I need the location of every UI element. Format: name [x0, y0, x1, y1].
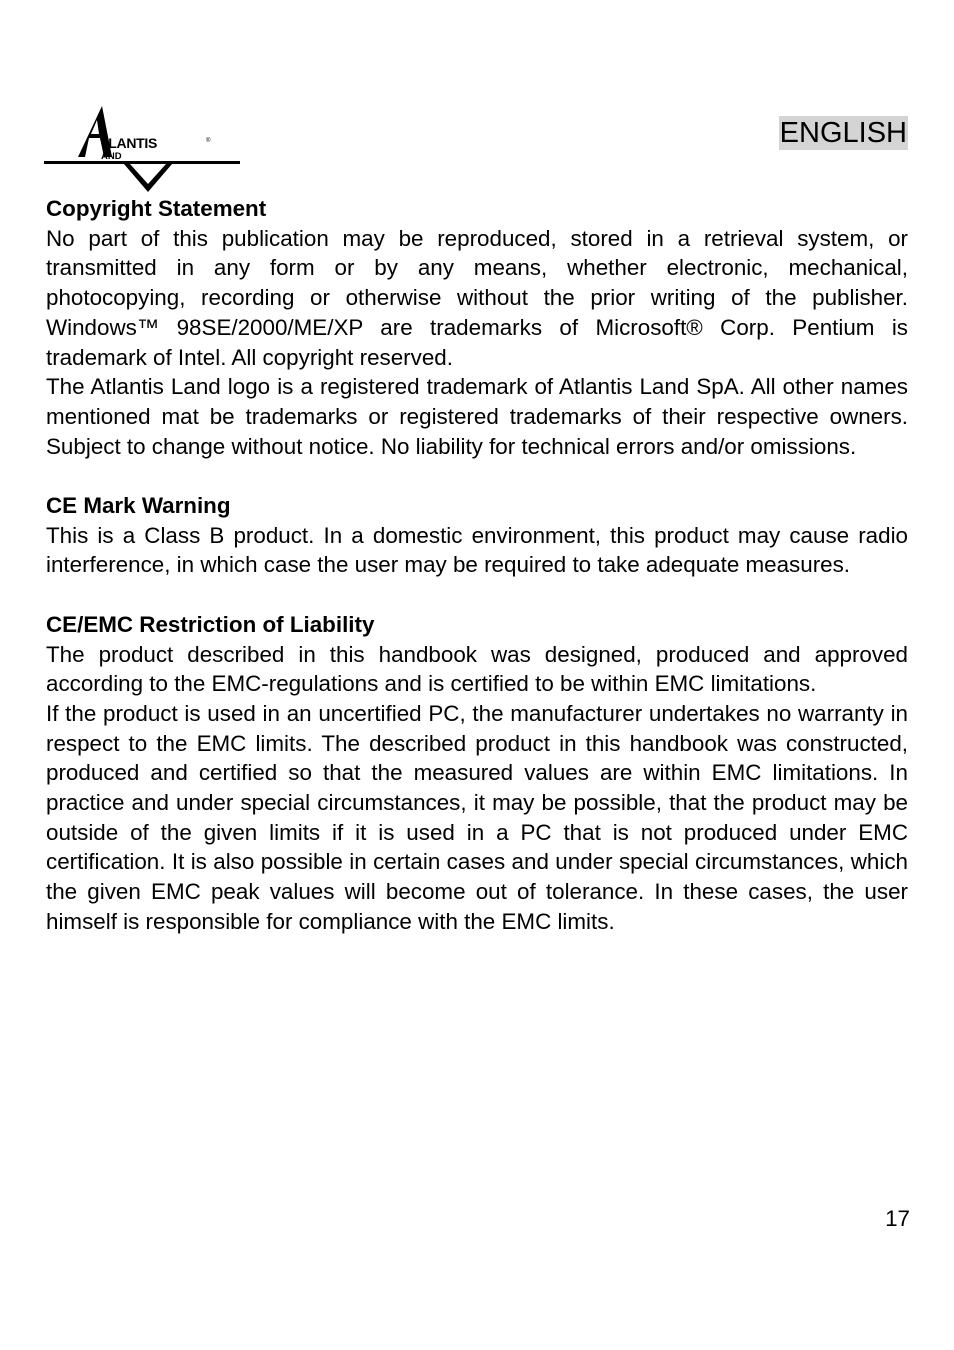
section-heading: CE/EMC Restriction of Liability: [46, 611, 375, 637]
section-ce-emc-restriction: [46, 610, 908, 937]
paragraph: The Atlantis Land logo is a registered trademark of Atlantis Land SpA. All other names mentioned mat be trademarks or registered trademarks of their respective owners. Subject to change without notice. No liability for technical errors and/or omissions.: [46, 374, 908, 459]
paragraph: If the product is used in an uncertified PC, the manufacturer undertakes no warranty in respect to the EMC limits. The described product in this handbook was constructed, produced and certified so that the measured values are within EMC limitations. In practice and under special circumstances, it may be possible, that the product may be outside of the given limits if it is used in a PC that is not produced under EMC certification. It is also possible in certain cases and under special circumstances, which the given EMC peak values will become out of tolerance. In these cases, the user himself is responsible for compliance with the EMC limits.: [46, 700, 908, 934]
document-body: [46, 194, 908, 937]
section-copyright-statement: [46, 194, 908, 461]
paragraph: The product described in this handbook was designed, produced and approved according to the EMC-regulations and is certified to be within EMC limitations.: [46, 641, 908, 697]
section-heading: Copyright Statement: [46, 196, 267, 221]
paragraph: No part of this publication may be reproduced, stored in a retrieval system, or transmitted in any form or by any means, whether electronic, mechanical, photocopying, recording or otherwise without the prior writing of the publisher. Windows™ 98SE/2000/ME/XP are trademarks of Microsoft® Corp. Pentium is trademark of Intel. All copyright reserved.: [46, 225, 908, 370]
paragraph: This is a Class B product. In a domestic environment, this product may cause radio interference, in which case the user may be required to take adequate measures.: [46, 522, 908, 578]
section-ce-mark-warning: [46, 491, 908, 580]
page-number: 17: [885, 1206, 910, 1231]
svg-text:AND: AND: [101, 151, 122, 162]
section-heading: CE Mark Warning: [46, 493, 231, 519]
svg-text:®: ®: [206, 138, 211, 144]
atlantis-land-logo: [44, 104, 242, 194]
svg-text:TLANTIS: TLANTIS: [100, 135, 158, 151]
language-label: ENGLISH: [779, 117, 907, 149]
